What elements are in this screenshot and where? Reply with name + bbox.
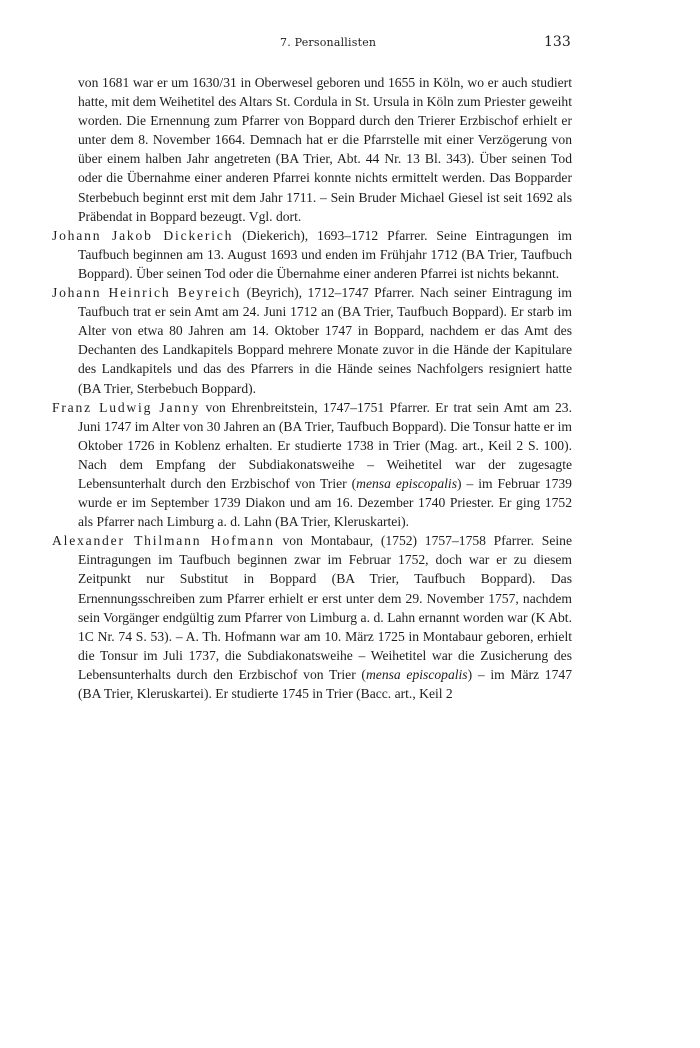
entry-text: von Montabaur, (1752) 1757–1758 Pfarrer. Seine Eintragungen im Taufbuch beginnen zwar im Februar 1752, doch war er zu diesem Zeitpunkt nur Substitut in Boppard (BA Trier, Taufbuch Boppard). Das Ernennungsschreiben zum Pfarrer erhielt er erst unter dem 29. November 1757, nachdem sein Vorgänger endgültig zum Pfarrer von Limburg a. d. Lahn ernannt worden war (K Abt. 1C Nr. 74 S. 53). – A. Th. Hofmann war am 10. März 1725 in Montabaur geboren, erhielt die Tonsur im Juli 1737, die Subdiakonatsweihe – Weihetitel war die Zusicherung des Lebensunterhalts durch den Erzbischof von Trier (	[78, 533, 572, 682]
entry-text: (Beyrich), 1712–1747 Pfarrer. Nach seiner Eintragung im Taufbuch trat er sein Amt am 24. Juni 1712 an (BA Trier, Taufbuch Boppard). Er starb im Alter von etwa 80 Jahren am 14. Oktober 1747 in Boppard, nachdem er das Amt des Dechanten des Landkapitels Boppard mehrere Monate zuvor in die Hände der Kapitulare des Landkapitels und das des Pfarrers in die Hände seines Nachfolgers resigniert hatte (BA Trier, Sterbebuch Boppard).	[78, 285, 572, 396]
entry-text: von Ehrenbreitstein, 1747–1751 Pfarrer. Er trat sein Amt am 23. Juni 1747 im Alter von 30 Jahren an (BA Trier, Taufbuch Boppard). Die Tonsur hatte er im Oktober 1726 in Koblenz erhalten. Er studierte 1738 in Trier (Mag. art., Keil 2 S. 100). Nach dem Empfang der Subdiakonatsweihe – Weihetitel war der zugesagte Lebensunterhalt durch den Erzbischof von Trier (	[78, 399, 572, 491]
entry-italic-term: mensa episcopalis	[365, 666, 468, 682]
page-number: 133	[544, 34, 571, 50]
entry-hofmann	[52, 531, 572, 703]
entry-italic-term: mensa episcopalis	[356, 475, 457, 491]
entry-text: ) – im März 1747 (BA Trier, Kleruskartei). Er studierte 1745 in Trier (Bacc. art., Keil 2	[78, 666, 572, 701]
continuation-paragraph: von 1681 war er um 1630/31 in Oberwesel geboren und 1655 in Köln, wo er auch studiert hatte, mit dem Weihetitel des Altars St. Cordula in St. Ursula in Köln zum Priester geweiht worden. Die Ernennung zum Pfarrer von Boppard durch den Trierer Erzbischof erhielt er unter dem 8. November 1664. Demnach hat er die Pfarrstelle mit einer Verzögerung von über einem halben Jahr angetreten (BA Trier, Abt. 44 Nr. 13 Bl. 343). Über seinen Tod oder die Übernahme einer anderen Pfarrei konnte nichts ermittelt werden. Das Bopparder Sterbebuch beginnt erst mit dem Jahr 1711. – Sein Bruder Michael Giesel ist seit 1692 als Präbendat in Boppard bezeugt. Vgl. dort.	[78, 75, 572, 224]
entry-name: Alexander Thilmann Hofmann	[52, 533, 275, 549]
entry-dickerich	[52, 226, 572, 283]
entry-name: Johann Heinrich Beyreich	[52, 285, 242, 301]
entry-beyreich	[52, 283, 572, 398]
running-head: 7. Personallisten	[280, 36, 377, 49]
page-body	[52, 73, 572, 703]
entry-name: Johann Jakob Dickerich	[52, 227, 234, 243]
entry-text: ) – im Februar 1739 wurde er im September 1739 Diakon und am 16. Dezember 1740 Priester. Er ging 1752 als Pfarrer nach Limburg a. d. Lahn (BA Trier, Kleruskartei).	[78, 475, 572, 530]
entry-name: Franz Ludwig Janny	[52, 399, 201, 415]
entry-janny	[52, 398, 572, 532]
entry-text: (Diekerich), 1693–1712 Pfarrer. Seine Eintragungen im Taufbuch beginnen am 13. August 1693 und enden im Frühjahr 1712 (BA Trier, Taufbuch Boppard). Über seinen Tod oder die Übernahme einer anderen Pfarrei ist nichts bekannt.	[78, 227, 572, 281]
